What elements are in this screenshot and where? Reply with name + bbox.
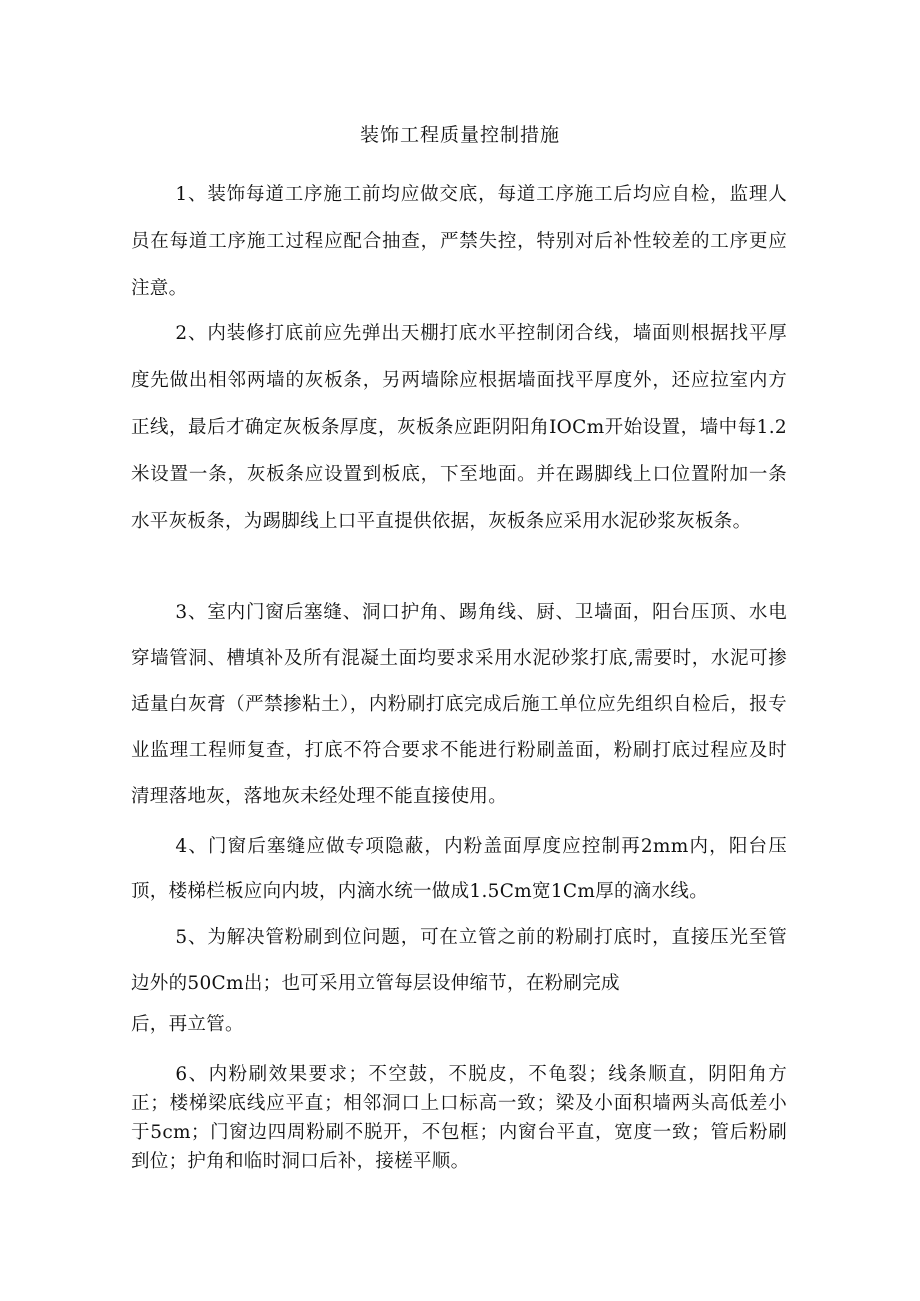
paragraph-1: 1、装饰每道工序施工前均应做交底，每道工序施工后均应自检，监理人员在每道工序施工过程应配合抽查，严禁失控，特别对后补性较差的工序更应注意。 <box>131 184 787 299</box>
paragraph-5-continuation: 后，再立管。 <box>131 1014 244 1035</box>
paragraph-5-wrapper <box>131 915 787 1007</box>
document-title: 装饰工程质量控制措施 <box>359 124 560 146</box>
paragraph-6: 6、内粉刷效果要求；不空鼓，不脱皮，不龟裂；线条顺直，阴阳角方正；楼梯梁底线应平直；相邻洞口上口标高一致；梁及小面积墙两头高低差小于5cm；门窗边四周粉刷不脱开，不包框；内窗台平直，宽度一致；管后粉刷到位；护角和临时洞口后补，接槎平顺。 <box>131 1064 787 1172</box>
paragraph-3: 3、室内门窗后塞缝、洞口护角、踢角线、厨、卫墙面，阳台压顶、水电穿墙管洞、槽填补及所有混凝土面均要求采用水泥砂浆打底,需要时，水泥可掺适量白灰膏（严禁掺粘土），内粉刷打底完成后施工单位应先组织自检后，报专业监理工程师复查，打底不符合要求不能进行粉刷盖面，粉刷打底过程应及时清理落地灰，落地灰未经处理不能直接使用。 <box>131 602 787 807</box>
paragraph-2: 2、内装修打底前应先弹出天棚打底水平控制闭合线，墙面则根据找平厚度先做出相邻两墙的灰板条，另两墙除应根据墙面找平厚度外，还应拉室内方正线，最后才确定灰板条厚度，灰板条应距阴阳角IOCm开始设置，墙中每1.2米设置一条，灰板条应设置到板底，下至地面。并在踢脚线上口位置附加一条水平灰板条，为踢脚线上口平直提供依据，灰板条应采用水泥砂浆灰板条。 <box>131 323 787 532</box>
paragraph-5: 5、为解决管粉刷到位问题，可在立管之前的粉刷打底时，直接压光至管边外的50Cm出；也可采用立管每层设伸缩节，在粉刷完成 <box>131 927 787 994</box>
paragraph-4: 4、门窗后塞缝应做专项隐蔽，内粉盖面厚度应控制再2mm内，阳台压顶，楼梯栏板应向内坡，内滴水统一做成1.5Cm宽1Cm厚的滴水线。 <box>131 836 787 902</box>
